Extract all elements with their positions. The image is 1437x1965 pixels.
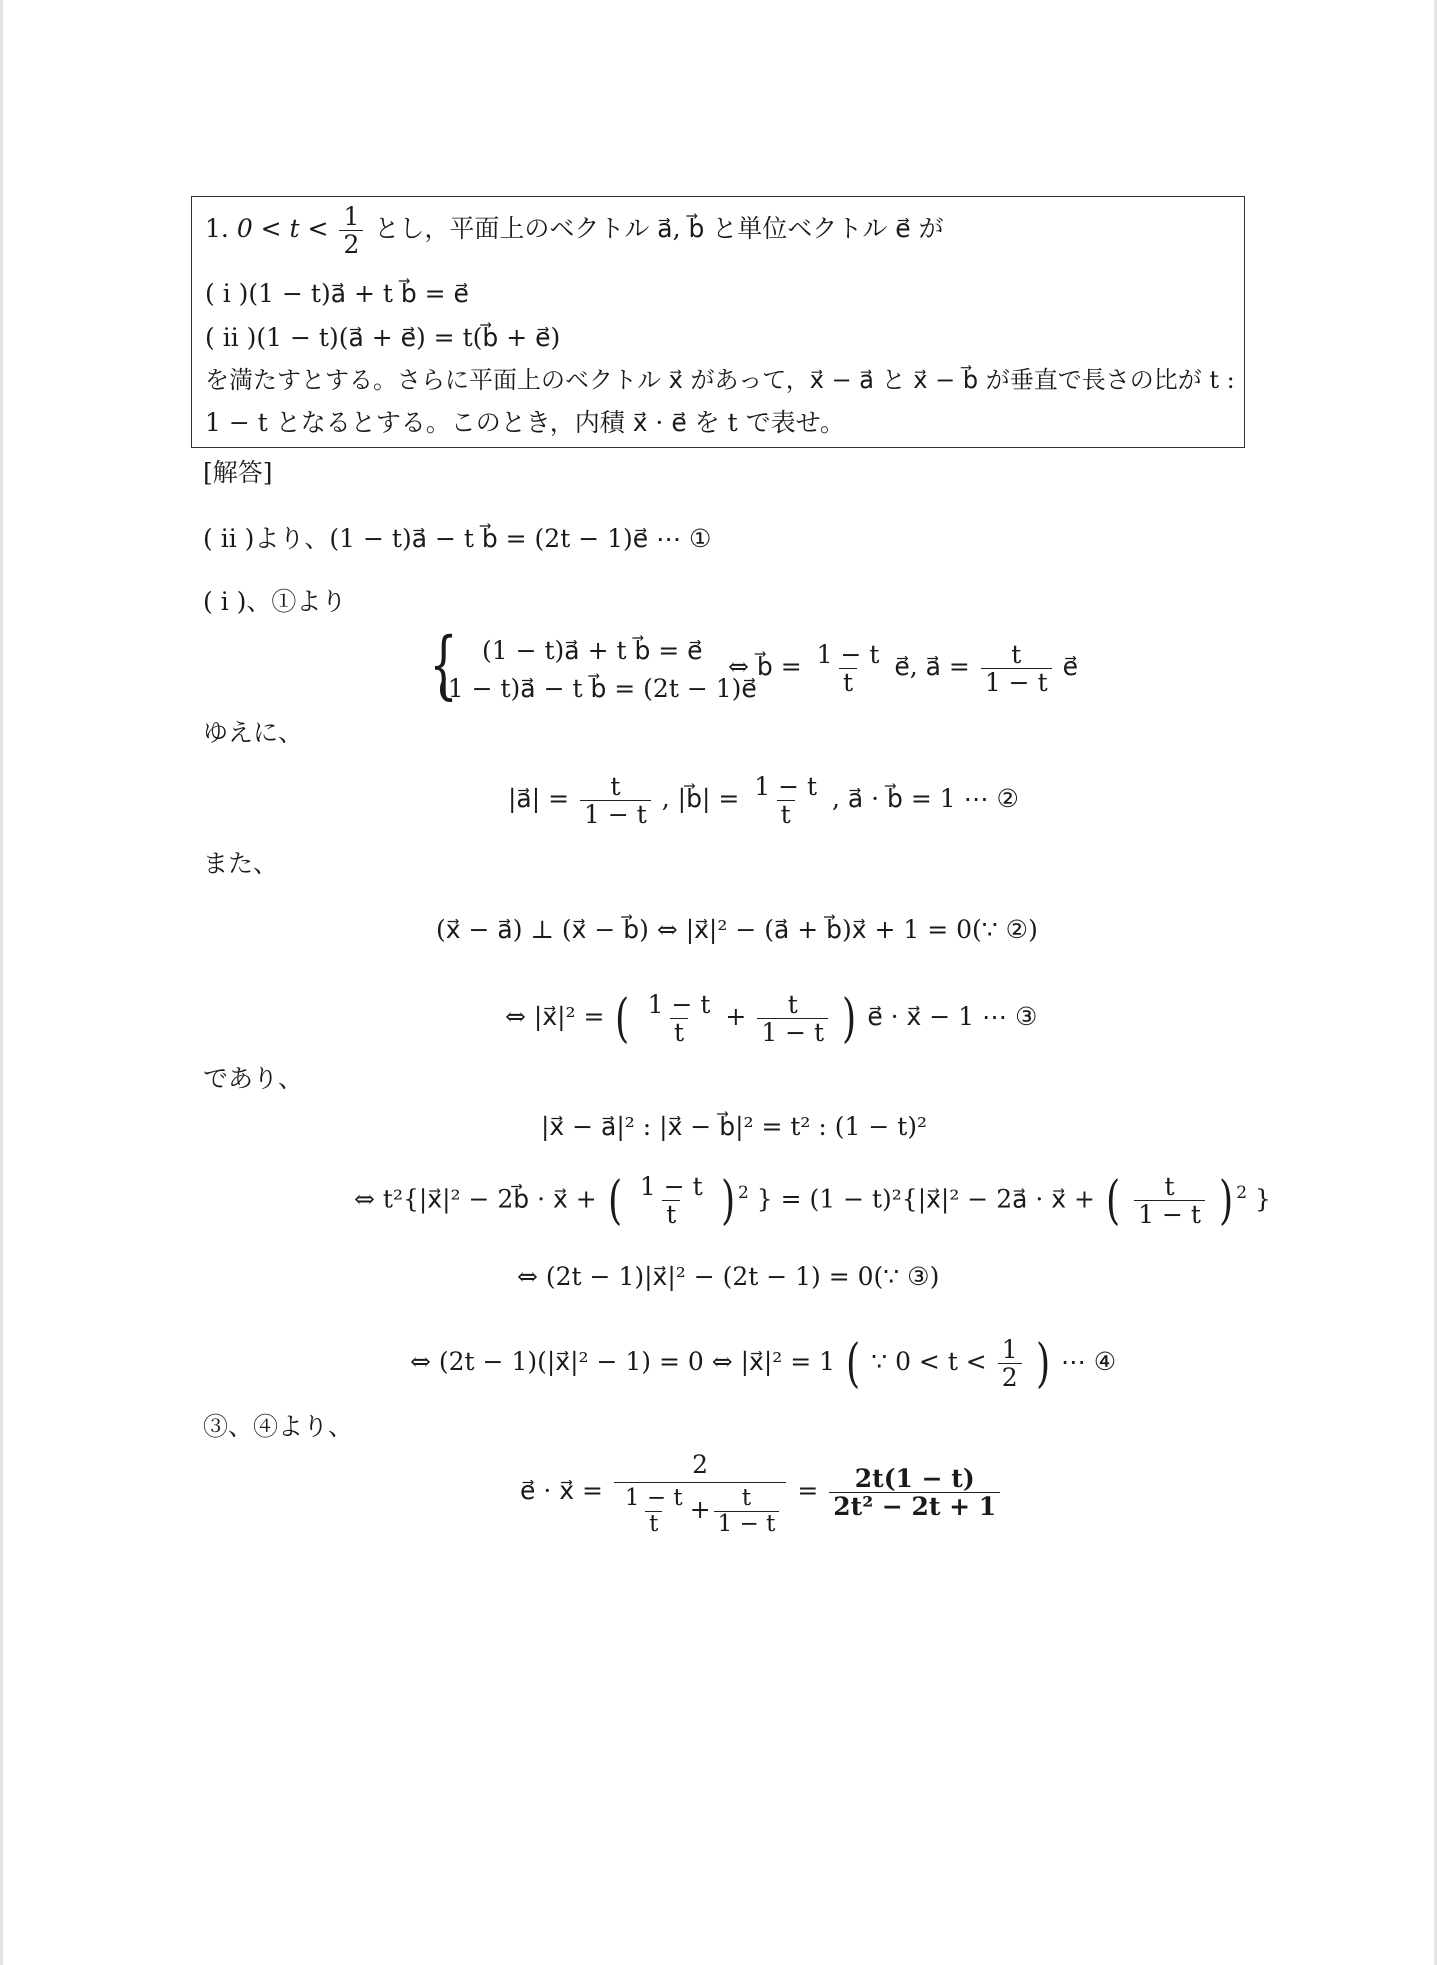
paren-open: ( — [1105, 1170, 1121, 1231]
paren-close: ) — [842, 988, 857, 1049]
expand-mid: } = (1 − t)²{|x⃗|² − 2a⃗ · x⃗ + — [756, 1184, 1095, 1214]
frac-num: t — [610, 772, 621, 801]
frac-den: 1 − t — [981, 668, 1052, 696]
frac-num: 1 — [1001, 1335, 1018, 1364]
final-cond: ∵ 0 < t < — [871, 1347, 987, 1376]
frac-den — [614, 1482, 787, 1537]
condition-ii: ( ii )(1 − t)(a⃗ + e⃗) = t(b⃗ + e⃗) — [205, 323, 561, 352]
exponent-2: 2 — [737, 1183, 749, 1203]
frac-den: 1 − t — [714, 1511, 780, 1537]
step-2-label: ( i )、①より — [203, 587, 347, 616]
system-result-lhs: ⇔ b⃗ = — [728, 652, 802, 681]
frac-den: t — [839, 668, 857, 696]
frac-num: t — [741, 1485, 752, 1511]
frac-num: t — [787, 990, 798, 1019]
expand-fraction-2 — [1134, 1173, 1205, 1228]
problem-line-4: を満たすとする。さらに平面上のベクトル x⃗ があって，x⃗ − a⃗ と x⃗ − b⃗ が垂直で長さの比が t : — [205, 366, 1235, 394]
paren-close: ) — [720, 1170, 735, 1231]
deari-label: であり、 — [203, 1064, 304, 1093]
system-result-end: e⃗ — [1062, 652, 1078, 681]
frac-num: 1 — [343, 202, 360, 231]
result-plus: + — [689, 1495, 711, 1524]
frac-num: t — [1011, 640, 1022, 669]
a-fraction — [981, 641, 1052, 696]
frac-den: t — [777, 800, 795, 828]
frac-num: 2t(1 − t) — [854, 1464, 975, 1493]
result-final-fraction — [829, 1465, 1000, 1520]
result-inner-fraction-1 — [621, 1486, 687, 1537]
frac-den: t — [670, 1018, 688, 1046]
frac-den: 1 − t — [757, 1018, 828, 1046]
frac-den: 1 − t — [580, 800, 651, 828]
b-fraction — [813, 641, 884, 696]
final-end: ⋯ ④ — [1060, 1347, 1117, 1376]
expanded-equation — [354, 1162, 1271, 1230]
frac-den: 1 − t — [1134, 1200, 1205, 1228]
system-brace: { — [429, 622, 458, 708]
frac-den: 2t² − 2t + 1 — [829, 1492, 1000, 1520]
final-condition-equation — [410, 1331, 1116, 1393]
system-result — [728, 637, 1078, 697]
problem-condition: 0 < t < — [236, 214, 329, 243]
problem-line-5: 1 − t となるとする。このとき，内積 x⃗ · e⃗ を t で表せ。 — [205, 408, 845, 437]
mata-label: また、 — [203, 849, 279, 878]
eq3-end: e⃗ · x⃗ − 1 ⋯ ③ — [867, 1002, 1038, 1031]
paren-close: ) — [1218, 1170, 1234, 1231]
result-lhs: e⃗ · x⃗ = — [520, 1476, 603, 1505]
answer-heading: [解答] — [203, 458, 273, 487]
frac-num: 1 − t — [816, 640, 880, 669]
paren-open: ( — [615, 988, 630, 1049]
problem-number: 1. — [205, 214, 229, 243]
eq3-plus: + — [725, 1002, 747, 1031]
frac-den: t — [662, 1200, 680, 1228]
expand-lhs: ⇔ t²{|x⃗|² − 2b⃗ · x⃗ + — [354, 1184, 597, 1214]
frac-num: 1 − t — [647, 990, 711, 1019]
frac-num: 2 — [692, 1450, 709, 1479]
frac-den: 2 — [339, 230, 363, 258]
length-ratio-equation: |x⃗ − a⃗|² : |x⃗ − b⃗|² = t² : (1 − t)² — [541, 1112, 928, 1141]
frac-den: t — [645, 1511, 662, 1537]
expand-fraction-1 — [636, 1173, 707, 1228]
eq3-fraction-1 — [644, 991, 715, 1046]
equation-2 — [508, 768, 1019, 830]
exponent-2: 2 — [1236, 1183, 1248, 1203]
eq3-fraction-2 — [757, 991, 828, 1046]
equation-3 — [505, 986, 1037, 1048]
eq2-a-fraction — [580, 773, 651, 828]
frac-num: 1 − t — [754, 772, 818, 801]
final-half-fraction — [998, 1336, 1022, 1391]
system-row-1: (1 − t)a⃗ + t b⃗ = e⃗ — [482, 636, 703, 665]
page-edge-left — [0, 0, 3, 1965]
result-equals: = — [797, 1476, 819, 1505]
problem-line-1 — [205, 203, 944, 258]
simplified-equation: ⇔ (2t − 1)|x⃗|² − (2t − 1) = 0(∵ ③) — [517, 1262, 940, 1291]
yueni-label: ゆえに、 — [203, 718, 304, 747]
eq2-b: , |b⃗| = — [661, 784, 740, 813]
perpendicular-equation: (x⃗ − a⃗) ⊥ (x⃗ − b⃗) ⇔ |x⃗|² − (a⃗ + b⃗)x⃗ + 1 = 0(∵ ②) — [436, 915, 1038, 944]
final-lhs: ⇔ (2t − 1)(|x⃗|² − 1) = 0 ⇔ |x⃗|² = 1 — [410, 1347, 836, 1376]
eq2-end: , a⃗ · b⃗ = 1 ⋯ ② — [831, 784, 1019, 813]
paren-close: ) — [1035, 1333, 1050, 1394]
from-3-4-label: ③、④より、 — [203, 1412, 354, 1441]
result-equation — [520, 1448, 1003, 1537]
step-1: ( ii )より、(1 − t)a⃗ − t b⃗ = (2t − 1)e⃗ ⋯ ① — [203, 524, 712, 553]
eq3-lhs: ⇔ |x⃗|² = — [505, 1002, 605, 1031]
paren-open: ( — [846, 1333, 861, 1394]
eq2-b-fraction — [750, 773, 821, 828]
frac-num: 1 − t — [639, 1172, 703, 1202]
eq2-a: |a⃗| = — [508, 784, 570, 813]
frac-num: 1 − t — [624, 1485, 683, 1511]
result-compound-fraction — [614, 1448, 787, 1537]
expand-end: } — [1254, 1184, 1271, 1214]
system-equations — [438, 632, 757, 708]
frac-num: t — [1164, 1172, 1175, 1202]
frac-den: 2 — [998, 1363, 1022, 1391]
system-row-2: (1 − t)a⃗ − t b⃗ = (2t − 1)e⃗ — [438, 674, 757, 703]
half-fraction — [339, 203, 363, 258]
result-inner-fraction-2 — [714, 1486, 780, 1537]
condition-i: ( i )(1 − t)a⃗ + t b⃗ = e⃗ — [205, 279, 469, 308]
system-result-mid: e⃗, a⃗ = — [894, 652, 970, 681]
paren-open: ( — [607, 1170, 622, 1231]
problem-line-1-text: とし，平面上のベクトル a⃗, b⃗ と単位ベクトル e⃗ が — [374, 214, 944, 243]
